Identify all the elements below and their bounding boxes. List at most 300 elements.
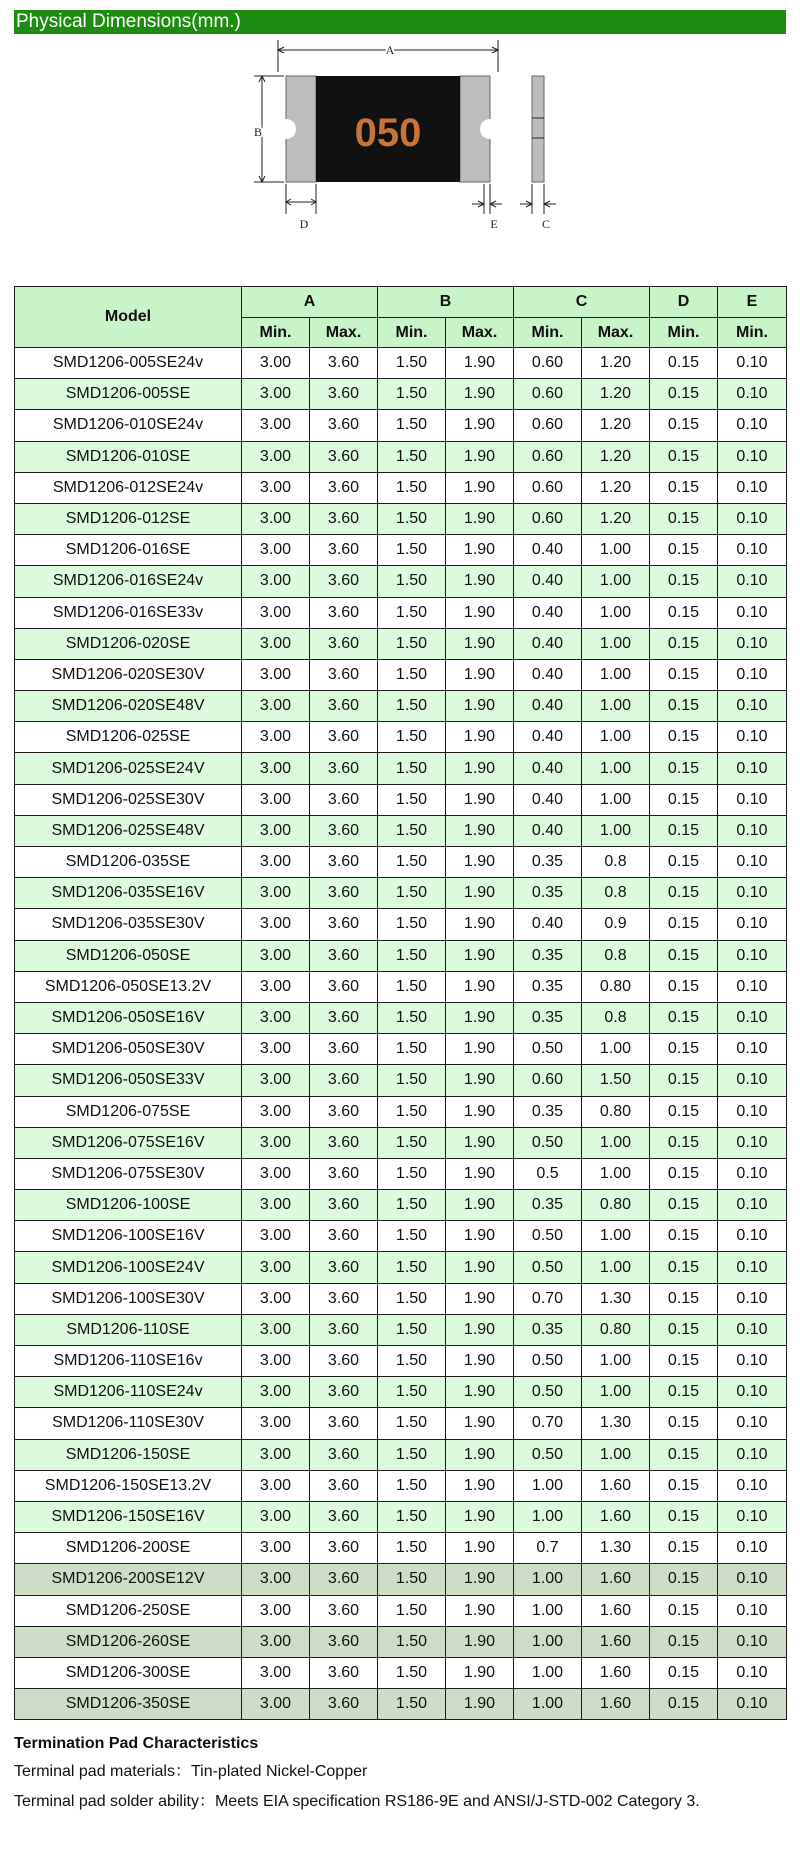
a-max-cell: 3.60 <box>310 1501 378 1532</box>
table-row <box>15 753 787 784</box>
pad-materials: Terminal pad materials：Tin-plated Nickel-Copper <box>14 1763 368 1780</box>
d-min-cell: 0.15 <box>650 441 718 472</box>
b-max-cell: 1.90 <box>446 1158 514 1189</box>
c-min-cell: 0.35 <box>514 1002 582 1033</box>
b-max-cell: 1.90 <box>446 1065 514 1096</box>
d-min-cell: 0.15 <box>650 1533 718 1564</box>
d-min-cell: 0.15 <box>650 878 718 909</box>
d-min-cell: 0.15 <box>650 691 718 722</box>
e-min-cell: 0.10 <box>718 1346 787 1377</box>
c-max-cell: 1.60 <box>582 1626 650 1657</box>
table-row <box>15 1127 787 1158</box>
a-min-cell: 3.00 <box>242 753 310 784</box>
c-max-cell: 1.60 <box>582 1501 650 1532</box>
b-max-cell: 1.90 <box>446 1689 514 1720</box>
b-min-cell: 1.50 <box>378 1533 446 1564</box>
table-row <box>15 1595 787 1626</box>
a-max-cell: 3.60 <box>310 753 378 784</box>
e-min-cell: 0.10 <box>718 1096 787 1127</box>
a-min-cell: 3.00 <box>242 503 310 534</box>
table-row <box>15 659 787 690</box>
b-max-cell: 1.90 <box>446 1564 514 1595</box>
c-min-cell: 0.35 <box>514 1096 582 1127</box>
a-min-cell: 3.00 <box>242 1564 310 1595</box>
a-min-cell: 3.00 <box>242 722 310 753</box>
d-min-cell: 0.15 <box>650 1002 718 1033</box>
e-min-cell: 0.10 <box>718 691 787 722</box>
b-min-cell: 1.50 <box>378 722 446 753</box>
model-cell: SMD1206-025SE24V <box>15 753 242 784</box>
b-min-cell: 1.50 <box>378 659 446 690</box>
a-max-cell: 3.60 <box>310 441 378 472</box>
d-min-cell: 0.15 <box>650 753 718 784</box>
table-row <box>15 1408 787 1439</box>
a-max-header: Max. <box>310 318 378 348</box>
model-cell: SMD1206-020SE30V <box>15 659 242 690</box>
model-cell: SMD1206-075SE16V <box>15 1127 242 1158</box>
b-min-cell: 1.50 <box>378 1127 446 1158</box>
side-view <box>532 76 544 182</box>
c-min-cell: 0.40 <box>514 566 582 597</box>
a-max-cell: 3.60 <box>310 1034 378 1065</box>
group-header-c: C <box>514 287 650 318</box>
e-min-cell: 0.10 <box>718 1252 787 1283</box>
model-cell: SMD1206-110SE16v <box>15 1346 242 1377</box>
e-min-cell: 0.10 <box>718 1439 787 1470</box>
a-min-cell: 3.00 <box>242 441 310 472</box>
b-min-cell: 1.50 <box>378 1377 446 1408</box>
b-max-cell: 1.90 <box>446 1034 514 1065</box>
d-min-cell: 0.15 <box>650 472 718 503</box>
model-cell: SMD1206-250SE <box>15 1595 242 1626</box>
c-max-cell: 1.00 <box>582 566 650 597</box>
label-a: A <box>385 43 395 57</box>
table-row <box>15 1564 787 1595</box>
model-cell: SMD1206-035SE30V <box>15 909 242 940</box>
table-row <box>15 1158 787 1189</box>
a-max-cell: 3.60 <box>310 1127 378 1158</box>
a-min-cell: 3.00 <box>242 1314 310 1345</box>
b-min-cell: 1.50 <box>378 597 446 628</box>
model-cell: SMD1206-005SE <box>15 379 242 410</box>
model-cell: SMD1206-110SE <box>15 1314 242 1345</box>
a-max-cell: 3.60 <box>310 1065 378 1096</box>
e-min-cell: 0.10 <box>718 847 787 878</box>
c-max-cell: 1.60 <box>582 1470 650 1501</box>
c-min-cell: 0.7 <box>514 1533 582 1564</box>
b-max-cell: 1.90 <box>446 1252 514 1283</box>
notes-heading: Termination Pad Characteristics <box>14 1735 259 1752</box>
a-min-cell: 3.00 <box>242 1002 310 1033</box>
b-min-cell: 1.50 <box>378 1439 446 1470</box>
b-max-cell: 1.90 <box>446 1377 514 1408</box>
a-max-cell: 3.60 <box>310 1346 378 1377</box>
b-min-cell: 1.50 <box>378 379 446 410</box>
b-max-cell: 1.90 <box>446 784 514 815</box>
model-cell: SMD1206-035SE16V <box>15 878 242 909</box>
b-max-cell: 1.90 <box>446 472 514 503</box>
b-min-cell: 1.50 <box>378 1626 446 1657</box>
a-min-cell: 3.00 <box>242 815 310 846</box>
label-d: D <box>299 217 309 231</box>
a-max-cell: 3.60 <box>310 1314 378 1345</box>
b-max-cell: 1.90 <box>446 1221 514 1252</box>
table-body <box>15 348 787 1720</box>
e-min-cell: 0.10 <box>718 628 787 659</box>
model-cell: SMD1206-300SE <box>15 1657 242 1688</box>
a-max-cell: 3.60 <box>310 1533 378 1564</box>
d-min-cell: 0.15 <box>650 1564 718 1595</box>
e-min-cell: 0.10 <box>718 1190 787 1221</box>
c-min-cell: 0.5 <box>514 1158 582 1189</box>
model-cell: SMD1206-350SE <box>15 1689 242 1720</box>
c-min-cell: 0.50 <box>514 1377 582 1408</box>
b-min-cell: 1.50 <box>378 1002 446 1033</box>
model-cell: SMD1206-012SE24v <box>15 472 242 503</box>
e-min-cell: 0.10 <box>718 1626 787 1657</box>
b-min-cell: 1.50 <box>378 1190 446 1221</box>
c-min-cell: 0.60 <box>514 1065 582 1096</box>
c-max-cell: 1.20 <box>582 348 650 379</box>
b-min-cell: 1.50 <box>378 348 446 379</box>
a-max-cell: 3.60 <box>310 1470 378 1501</box>
e-min-cell: 0.10 <box>718 1034 787 1065</box>
d-min-cell: 0.15 <box>650 628 718 659</box>
d-min-cell: 0.15 <box>650 971 718 1002</box>
c-min-cell: 0.35 <box>514 1190 582 1221</box>
c-max-cell: 1.00 <box>582 597 650 628</box>
a-max-cell: 3.60 <box>310 1657 378 1688</box>
model-cell: SMD1206-100SE <box>15 1190 242 1221</box>
e-min-cell: 0.10 <box>718 441 787 472</box>
c-max-cell: 1.00 <box>582 1221 650 1252</box>
b-min-cell: 1.50 <box>378 410 446 441</box>
b-max-cell: 1.90 <box>446 1470 514 1501</box>
table-row <box>15 1034 787 1065</box>
table-row <box>15 1096 787 1127</box>
a-max-cell: 3.60 <box>310 847 378 878</box>
model-cell: SMD1206-100SE24V <box>15 1252 242 1283</box>
e-min-cell: 0.10 <box>718 1408 787 1439</box>
a-min-cell: 3.00 <box>242 1657 310 1688</box>
b-max-cell: 1.90 <box>446 722 514 753</box>
a-max-cell: 3.60 <box>310 1252 378 1283</box>
d-min-cell: 0.15 <box>650 1314 718 1345</box>
table-group-header-row <box>15 287 787 318</box>
c-min-cell: 0.40 <box>514 691 582 722</box>
b-min-cell: 1.50 <box>378 1096 446 1127</box>
b-min-cell: 1.50 <box>378 1034 446 1065</box>
d-min-cell: 0.15 <box>650 566 718 597</box>
c-min-cell: 0.60 <box>514 472 582 503</box>
table-row <box>15 628 787 659</box>
a-max-cell: 3.60 <box>310 878 378 909</box>
c-max-cell: 1.00 <box>582 753 650 784</box>
a-min-cell: 3.00 <box>242 1158 310 1189</box>
a-max-cell: 3.60 <box>310 1626 378 1657</box>
a-min-cell: 3.00 <box>242 566 310 597</box>
b-min-cell: 1.50 <box>378 441 446 472</box>
b-min-cell: 1.50 <box>378 472 446 503</box>
b-max-cell: 1.90 <box>446 1314 514 1345</box>
a-max-cell: 3.60 <box>310 503 378 534</box>
c-max-cell: 1.20 <box>582 503 650 534</box>
model-cell: SMD1206-075SE30V <box>15 1158 242 1189</box>
table-row <box>15 535 787 566</box>
e-min-cell: 0.10 <box>718 1377 787 1408</box>
e-min-cell: 0.10 <box>718 878 787 909</box>
e-min-cell: 0.10 <box>718 1564 787 1595</box>
c-max-cell: 1.00 <box>582 815 650 846</box>
c-min-cell: 0.35 <box>514 971 582 1002</box>
d-min-cell: 0.15 <box>650 1501 718 1532</box>
model-cell: SMD1206-075SE <box>15 1096 242 1127</box>
a-max-cell: 3.60 <box>310 1283 378 1314</box>
table-row <box>15 1346 787 1377</box>
d-min-cell: 0.15 <box>650 597 718 628</box>
c-max-cell: 0.80 <box>582 1314 650 1345</box>
b-min-cell: 1.50 <box>378 784 446 815</box>
c-max-cell: 1.00 <box>582 1034 650 1065</box>
e-min-cell: 0.10 <box>718 1127 787 1158</box>
a-max-cell: 3.60 <box>310 566 378 597</box>
right-notch <box>480 119 500 139</box>
c-max-cell: 1.20 <box>582 410 650 441</box>
c-max-cell: 0.8 <box>582 847 650 878</box>
b-min-cell: 1.50 <box>378 909 446 940</box>
b-max-cell: 1.90 <box>446 659 514 690</box>
a-min-cell: 3.00 <box>242 1408 310 1439</box>
e-min-cell: 0.10 <box>718 503 787 534</box>
table-row <box>15 1377 787 1408</box>
d-min-cell: 0.15 <box>650 1252 718 1283</box>
a-max-cell: 3.60 <box>310 1190 378 1221</box>
b-max-cell: 1.90 <box>446 1127 514 1158</box>
e-min-cell: 0.10 <box>718 1657 787 1688</box>
a-min-cell: 3.00 <box>242 1439 310 1470</box>
c-min-cell: 0.40 <box>514 659 582 690</box>
model-cell: SMD1206-020SE <box>15 628 242 659</box>
e-min-cell: 0.10 <box>718 1314 787 1345</box>
b-min-cell: 1.50 <box>378 628 446 659</box>
d-min-cell: 0.15 <box>650 1034 718 1065</box>
dimension-table <box>14 286 787 1720</box>
b-max-cell: 1.90 <box>446 441 514 472</box>
d-min-cell: 0.15 <box>650 1439 718 1470</box>
c-max-cell: 1.00 <box>582 784 650 815</box>
c-min-cell: 0.40 <box>514 784 582 815</box>
b-min-cell: 1.50 <box>378 503 446 534</box>
c-min-cell: 0.60 <box>514 379 582 410</box>
label-c: C <box>541 217 551 231</box>
c-min-cell: 0.40 <box>514 628 582 659</box>
d-min-cell: 0.15 <box>650 1065 718 1096</box>
c-max-cell: 1.00 <box>582 1346 650 1377</box>
c-min-cell: 0.40 <box>514 722 582 753</box>
c-max-cell: 1.30 <box>582 1533 650 1564</box>
d-min-cell: 0.15 <box>650 1626 718 1657</box>
a-min-cell: 3.00 <box>242 1377 310 1408</box>
a-max-cell: 3.60 <box>310 1564 378 1595</box>
b-max-header: Max. <box>446 318 514 348</box>
model-cell: SMD1206-025SE <box>15 722 242 753</box>
c-max-cell: 1.00 <box>582 691 650 722</box>
model-cell: SMD1206-050SE33V <box>15 1065 242 1096</box>
b-max-cell: 1.90 <box>446 1439 514 1470</box>
e-min-cell: 0.10 <box>718 1283 787 1314</box>
a-min-cell: 3.00 <box>242 1065 310 1096</box>
c-min-cell: 0.35 <box>514 878 582 909</box>
b-min-cell: 1.50 <box>378 753 446 784</box>
label-e: E <box>490 217 498 231</box>
e-min-cell: 0.10 <box>718 1501 787 1532</box>
c-max-header: Max. <box>582 318 650 348</box>
c-min-cell: 0.70 <box>514 1283 582 1314</box>
d-min-cell: 0.15 <box>650 1408 718 1439</box>
a-max-cell: 3.60 <box>310 1439 378 1470</box>
b-max-cell: 1.90 <box>446 348 514 379</box>
a-min-cell: 3.00 <box>242 1626 310 1657</box>
a-max-cell: 3.60 <box>310 691 378 722</box>
a-min-cell: 3.00 <box>242 1346 310 1377</box>
c-max-cell: 1.20 <box>582 441 650 472</box>
b-max-cell: 1.90 <box>446 1002 514 1033</box>
b-max-cell: 1.90 <box>446 503 514 534</box>
d-min-cell: 0.15 <box>650 1221 718 1252</box>
c-max-cell: 1.60 <box>582 1689 650 1720</box>
b-max-cell: 1.90 <box>446 1501 514 1532</box>
a-max-cell: 3.60 <box>310 909 378 940</box>
group-header-b: B <box>378 287 514 318</box>
a-max-cell: 3.60 <box>310 379 378 410</box>
c-max-cell: 0.8 <box>582 1002 650 1033</box>
model-cell: SMD1206-012SE <box>15 503 242 534</box>
a-max-cell: 3.60 <box>310 722 378 753</box>
chip-marking: 050 <box>354 111 422 155</box>
e-min-cell: 0.10 <box>718 1002 787 1033</box>
a-min-cell: 3.00 <box>242 535 310 566</box>
c-max-cell: 1.00 <box>582 722 650 753</box>
model-cell: SMD1206-050SE16V <box>15 1002 242 1033</box>
d-min-cell: 0.15 <box>650 1377 718 1408</box>
a-min-cell: 3.00 <box>242 1689 310 1720</box>
b-max-cell: 1.90 <box>446 940 514 971</box>
b-min-cell: 1.50 <box>378 1252 446 1283</box>
model-cell: SMD1206-260SE <box>15 1626 242 1657</box>
a-min-cell: 3.00 <box>242 379 310 410</box>
c-min-cell: 0.50 <box>514 1346 582 1377</box>
d-min-cell: 0.15 <box>650 1346 718 1377</box>
table-row <box>15 503 787 534</box>
b-min-cell: 1.50 <box>378 1408 446 1439</box>
b-max-cell: 1.90 <box>446 379 514 410</box>
c-max-cell: 1.00 <box>582 659 650 690</box>
d-min-cell: 0.15 <box>650 815 718 846</box>
a-min-cell: 3.00 <box>242 1252 310 1283</box>
d-min-cell: 0.15 <box>650 1470 718 1501</box>
table-row <box>15 1190 787 1221</box>
b-max-cell: 1.90 <box>446 1626 514 1657</box>
table-row <box>15 1065 787 1096</box>
c-min-cell: 0.40 <box>514 753 582 784</box>
c-max-cell: 1.20 <box>582 472 650 503</box>
a-max-cell: 3.60 <box>310 784 378 815</box>
b-max-cell: 1.90 <box>446 847 514 878</box>
b-min-cell: 1.50 <box>378 1657 446 1688</box>
c-max-cell: 1.00 <box>582 535 650 566</box>
a-min-cell: 3.00 <box>242 1096 310 1127</box>
b-max-cell: 1.90 <box>446 753 514 784</box>
table-row <box>15 597 787 628</box>
model-cell: SMD1206-005SE24v <box>15 348 242 379</box>
c-max-cell: 1.60 <box>582 1595 650 1626</box>
dimension-c <box>520 184 556 214</box>
c-min-cell: 1.00 <box>514 1501 582 1532</box>
table-row <box>15 847 787 878</box>
table-row <box>15 1470 787 1501</box>
a-min-cell: 3.00 <box>242 1501 310 1532</box>
label-b: B <box>253 125 263 139</box>
a-min-cell: 3.00 <box>242 1533 310 1564</box>
table-row <box>15 940 787 971</box>
e-min-cell: 0.10 <box>718 1595 787 1626</box>
c-min-cell: 0.40 <box>514 535 582 566</box>
c-min-cell: 0.70 <box>514 1408 582 1439</box>
e-min-cell: 0.10 <box>718 753 787 784</box>
a-min-cell: 3.00 <box>242 348 310 379</box>
left-notch <box>276 119 296 139</box>
e-min-cell: 0.10 <box>718 410 787 441</box>
e-min-cell: 0.10 <box>718 1158 787 1189</box>
c-max-cell: 1.50 <box>582 1065 650 1096</box>
a-min-cell: 3.00 <box>242 878 310 909</box>
c-min-cell: 0.60 <box>514 348 582 379</box>
d-min-cell: 0.15 <box>650 348 718 379</box>
a-min-cell: 3.00 <box>242 784 310 815</box>
model-cell: SMD1206-035SE <box>15 847 242 878</box>
a-max-cell: 3.60 <box>310 410 378 441</box>
table-row <box>15 691 787 722</box>
a-max-cell: 3.60 <box>310 1002 378 1033</box>
a-max-cell: 3.60 <box>310 1221 378 1252</box>
a-max-cell: 3.60 <box>310 472 378 503</box>
a-max-cell: 3.60 <box>310 1096 378 1127</box>
a-min-cell: 3.00 <box>242 1034 310 1065</box>
a-max-cell: 3.60 <box>310 535 378 566</box>
pad-solderability: Terminal pad solder ability：Meets EIA specification RS186-9E and ANSI/J-STD-002 Category 3. <box>14 1793 700 1810</box>
c-min-cell: 0.35 <box>514 847 582 878</box>
b-max-cell: 1.90 <box>446 410 514 441</box>
table-row <box>15 784 787 815</box>
b-min-cell: 1.50 <box>378 1595 446 1626</box>
model-cell: SMD1206-110SE30V <box>15 1408 242 1439</box>
table-row <box>15 909 787 940</box>
dimension-e <box>472 184 502 214</box>
e-min-cell: 0.10 <box>718 784 787 815</box>
e-min-cell: 0.10 <box>718 1533 787 1564</box>
c-max-cell: 1.60 <box>582 1564 650 1595</box>
c-min-cell: 1.00 <box>514 1657 582 1688</box>
d-min-header: Min. <box>650 318 718 348</box>
c-min-cell: 1.00 <box>514 1689 582 1720</box>
b-max-cell: 1.90 <box>446 1657 514 1688</box>
d-min-cell: 0.15 <box>650 1127 718 1158</box>
c-max-cell: 0.80 <box>582 1190 650 1221</box>
b-max-cell: 1.90 <box>446 597 514 628</box>
c-max-cell: 1.20 <box>582 379 650 410</box>
d-min-cell: 0.15 <box>650 940 718 971</box>
a-min-cell: 3.00 <box>242 410 310 441</box>
